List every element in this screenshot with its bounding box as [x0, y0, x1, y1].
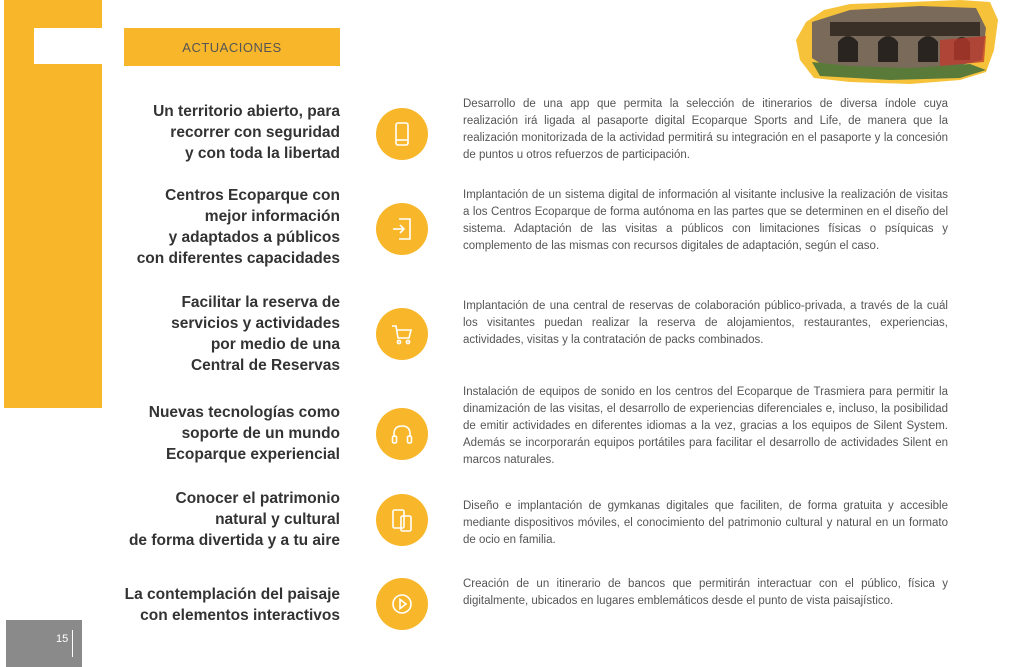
- title-line: Un territorio abierto, para: [153, 103, 340, 120]
- title-line: La contemplación del paisaje: [124, 586, 340, 603]
- mobile-devices-icon: [376, 494, 428, 546]
- title-line: Nuevas tecnologías como: [148, 404, 340, 421]
- action-description: Creación de un itinerario de bancos que permitirán interactuar con el público, física y digitalmente, ubicados en lugares emblemáticos desde el punto de vista paisajístico.: [463, 578, 948, 607]
- action-description: Diseño e implantación de gymkanas digitales que faciliten, de forma gratuita y accesible mediante dispositivos móviles, el conocimiento del patrimonio cultural y natural en un formato de ocio en familia.: [463, 500, 948, 546]
- title-line: soporte de un mundo: [181, 425, 340, 442]
- action-description: Implantación de una central de reservas de colaboración público-privada, a través de la cuál los visitantes puedan realizar la reserva de alojamientos, restaurantes, experiencias, actividades, visitas y la contratación de packs combinados.: [463, 300, 948, 346]
- play-button-icon: [376, 578, 428, 630]
- action-description: Instalación de equipos de sonido en los centros del Ecoparque de Trasmiera para permitir la dinamización de las visitas, el desarrollo de experiencias diferenciales e, incluso, la posibilidad de emitir actividades en diferentes idiomas a la vez, gracias a los equipos de Silent System. Además se incorporarán equipos portátiles para facilitar el desarrollo de actividades Silent en marcos naturales.: [463, 386, 948, 466]
- action-title: [90, 402, 340, 465]
- title-line: Central de Reservas: [190, 357, 340, 374]
- title-line: servicios y actividades: [171, 315, 340, 332]
- action-title: [90, 584, 340, 626]
- decorative-notch: [34, 28, 112, 64]
- title-line: de forma divertida y a tu aire: [128, 532, 340, 549]
- section-label: ACTUACIONES: [124, 28, 340, 66]
- page-number-divider: [72, 630, 73, 657]
- title-line: natural y cultural: [215, 511, 340, 528]
- action-title: [90, 488, 340, 551]
- title-line: mejor información: [204, 208, 340, 225]
- title-line: con diferentes capacidades: [136, 250, 340, 267]
- title-line: y con toda la libertad: [184, 145, 340, 162]
- title-line: y adaptados a públicos: [168, 229, 340, 246]
- title-line: recorrer con seguridad: [170, 124, 340, 141]
- title-line: por medio de una: [210, 336, 340, 353]
- header-photo: [790, 0, 1002, 86]
- headphones-icon: [376, 408, 428, 460]
- title-line: Conocer el patrimonio: [175, 490, 340, 507]
- title-line: con elementos interactivos: [140, 607, 340, 624]
- action-title: [90, 185, 340, 269]
- action-description: Desarrollo de una app que permita la selección de itinerarios de diversa índole cuya realización irá ligada al pasaporte digital Ecoparque Sports and Life, de manera que la realización monitorizada de la actividad permitirá su integración en el pasaporte y la concesión de puntos u otros refuerzos de participación.: [463, 98, 948, 161]
- title-line: Facilitar la reserva de: [181, 294, 340, 311]
- action-description: Implantación de un sistema digital de información al visitante inclusive la realización de visitas a los Centros Ecoparque de forma autónoma en las partes que se determinen en el diseño del sistema. Adaptación de las visitas a públicos con limitaciones físicas o psíquicas y complemento de las mismas con recursos digitales de adaptación, según el caso.: [463, 189, 948, 252]
- title-line: Ecoparque experiencial: [165, 446, 340, 463]
- action-title: [90, 292, 340, 376]
- title-line: Centros Ecoparque con: [165, 187, 340, 204]
- page-number-box: [6, 620, 82, 667]
- smartphone-icon: [376, 108, 428, 160]
- page-number: 15: [56, 633, 69, 645]
- action-title: [90, 101, 340, 164]
- shopping-cart-icon: [376, 308, 428, 360]
- entry-door-icon: [376, 203, 428, 255]
